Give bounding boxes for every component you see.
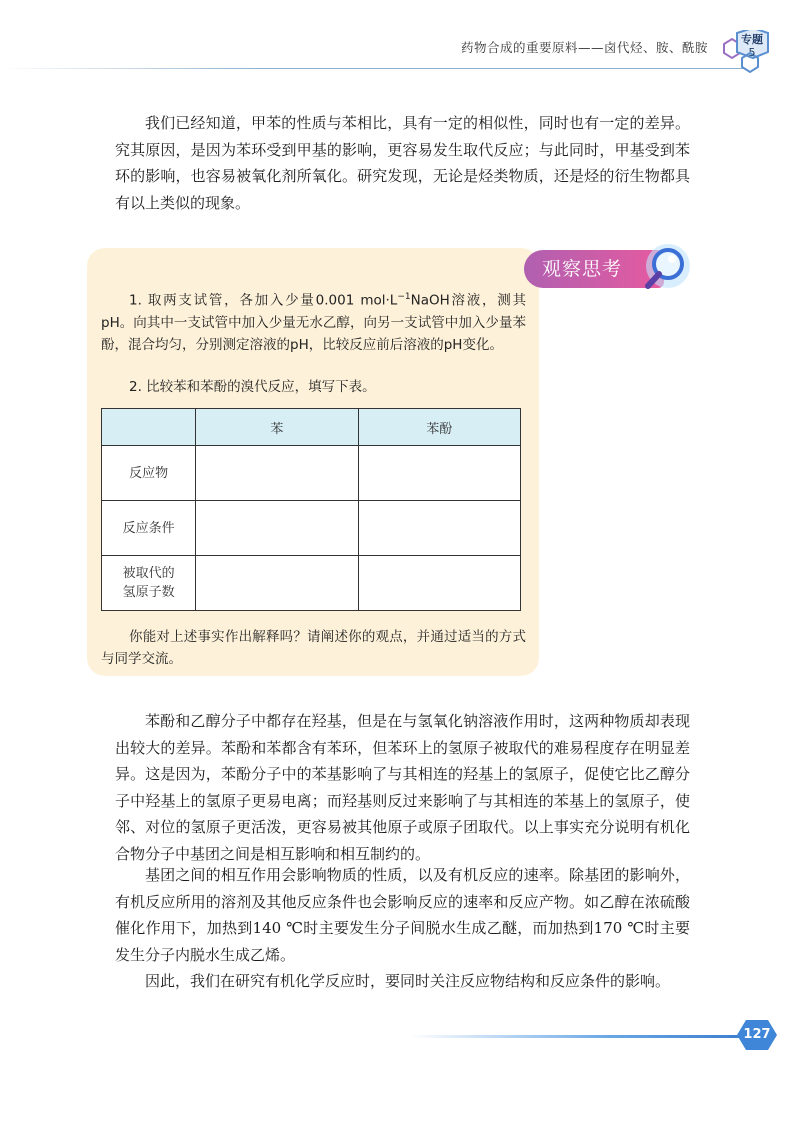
- body-paragraph-1: 我们已经知道，甲苯的性质与苯相比，具有一定的相似性，同时也有一定的差异。究其原因，是因为苯环受到甲基的影响，更容易发生取代反应；与此同时，甲基受到苯环的影响，也容易被氧化剂所氧化。研究发现，无论是烃类物质，还是烃的衍生物都具有以上类似的现象。: [115, 114, 690, 212]
- page-number: 127: [743, 1027, 771, 1042]
- box-closing-question: 你能对上述事实作出解释吗？请阐述你的观点，并通过适当的方式与同学交流。: [101, 629, 526, 667]
- fill-cell[interactable]: [196, 501, 358, 556]
- footer-rule: [410, 1035, 740, 1038]
- row-label-reactant: 反应物: [102, 446, 196, 501]
- table-header-empty: [102, 409, 196, 446]
- fill-cell[interactable]: [358, 501, 520, 556]
- table-header-row: [102, 409, 521, 446]
- table-row: [102, 501, 521, 556]
- chapter-title: 药物合成的重要原料——卤代烃、胺、酰胺: [460, 40, 708, 55]
- task-1-text: 1. 取两支试管，各加入少量0.001 $mol\cdot L^{-1}NaOH$溶液，测其pH。向其中一支试管中加入少量无水乙醇，向另一支试管中加入少量苯酚，混合均匀，分别测定溶液的pH，比较反应前后溶液的pH变化。: [101, 292, 526, 353]
- chapter-tag: [737, 33, 767, 59]
- table-header-benzene: 苯: [196, 409, 358, 446]
- body-paragraph-4: 因此，我们在研究有机化学反应时，要同时关注反应物结构和反应条件的影响。: [145, 972, 671, 990]
- row-label-substituted-h: 被取代的 氢原子数: [102, 556, 196, 611]
- task-2-text: 2. 比较苯和苯酚的溴代反应，填写下表。: [129, 379, 376, 395]
- body-paragraph-2: 苯酚和乙醇分子中都存在羟基，但是在与氢氧化钠溶液作用时，这两种物质却表现出较大的差异。苯酚和苯都含有苯环，但苯环上的氢原子被取代的难易程度存在明显差异。这是因为，苯酚分子中的苯基影响了与其相连的羟基上的氢原子，促使它比乙醇分子中羟基上的氢原子更易电离；而羟基则反过来影响了与其相连的苯基上的氢原子，使邻、对位的氢原子更活泼，更容易被其他原子或原子团取代。以上事实充分说明有机化合物分子中基团之间是相互影响和相互制约的。: [115, 712, 690, 863]
- chapter-tag-label: 专题: [741, 33, 763, 46]
- table-row: [102, 446, 521, 501]
- fill-cell[interactable]: [358, 556, 520, 611]
- table-row: [102, 556, 521, 611]
- header-rule: [0, 68, 745, 69]
- table-header-phenol: 苯酚: [358, 409, 520, 446]
- fill-cell[interactable]: [358, 446, 520, 501]
- fill-cell[interactable]: [196, 556, 358, 611]
- body-paragraph-3: 基团之间的相互作用会影响物质的性质，以及有机反应的速率。除基团的影响外，有机反应所用的溶剂及其他反应条件也会影响反应的速率和反应产物。如乙醇在浓硫酸催化作用下，加热到140 ℃时主要发生分子间脱水生成乙醚，而加热到170 ℃时主要发生分子内脱水生成乙烯。: [115, 866, 690, 964]
- comparison-table: [101, 408, 521, 611]
- fill-cell[interactable]: [196, 446, 358, 501]
- magnifier-icon: [640, 240, 700, 295]
- row-label-conditions: 反应条件: [102, 501, 196, 556]
- chapter-tag-number: 5: [748, 46, 756, 59]
- observe-think-title: 观察思考: [524, 250, 664, 288]
